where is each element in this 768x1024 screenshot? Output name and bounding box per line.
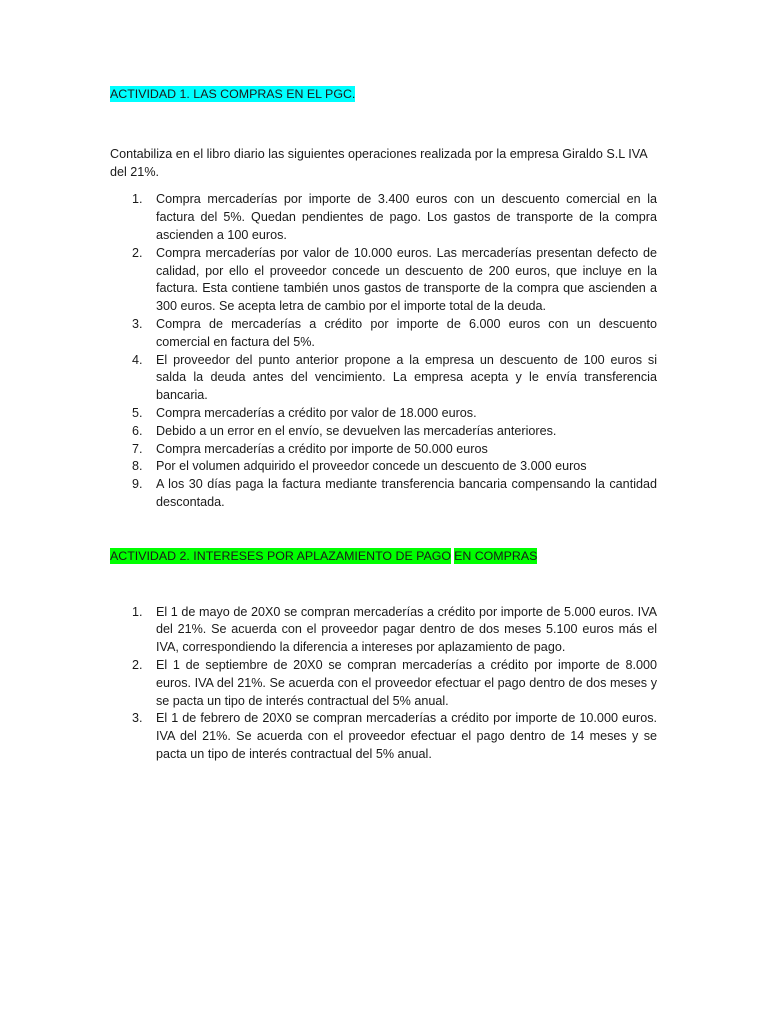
list-item-number: 5. xyxy=(132,405,143,420)
activity2-heading-suffix: EN COMPRAS xyxy=(454,548,538,563)
list-item-text: Debido a un error en el envío, se devuelven las mercaderías anteriores. xyxy=(156,423,557,438)
list-item-number: 8. xyxy=(132,459,143,474)
list-item xyxy=(110,710,657,763)
list-item-text: Compra mercaderías por importe de 3.400 euros con un descuento comercial en la factura del 5%. Quedan pendientes de pago. Los gastos de transporte de la compra ascienden a 100 euros. xyxy=(156,192,657,242)
activity2-heading: ACTIVIDAD 2. INTERESES POR APLAZAMIENTO DE PAGO xyxy=(110,548,452,563)
list-item xyxy=(110,458,657,476)
list-item xyxy=(110,245,657,316)
list-item-text: Por el volumen adquirido el proveedor concede un descuento de 3.000 euros xyxy=(156,459,587,474)
list-item xyxy=(110,352,657,405)
list-item-text: Compra mercaderías a crédito por importe de 50.000 euros xyxy=(156,441,488,456)
list-item xyxy=(110,476,657,512)
list-item xyxy=(110,441,657,459)
list-item xyxy=(110,657,657,710)
list-item-number: 2. xyxy=(132,657,143,672)
list-item xyxy=(110,191,657,244)
activity1-intro: Contabiliza en el libro diario las siguientes operaciones realizada por la empresa Giraldo S.L IVA del 21%. xyxy=(110,146,647,179)
activity1-heading: ACTIVIDAD 1. LAS COMPRAS EN EL PGC. xyxy=(110,87,356,101)
activity1-section xyxy=(110,86,657,512)
list-item-number: 4. xyxy=(132,352,143,367)
activity1-heading-line xyxy=(110,86,657,104)
activity1-list xyxy=(110,191,657,511)
list-item-text: El 1 de mayo de 20X0 se compran mercaderías a crédito por importe de 5.000 euros. IVA del 21%. Se acuerda con el proveedor pagar dentro de dos meses 5.100 euros más el IVA, correspondiendo la diferencia a intereses por aplazamiento de pago. xyxy=(156,604,657,655)
list-item-text: El proveedor del punto anterior propone a la empresa un descuento de 100 euros si salda la deuda antes del vencimiento. La empresa acepta y le envía transferencia bancaria. xyxy=(156,352,657,403)
list-item-text: Compra de mercaderías a crédito por importe de 6.000 euros con un descuento comercial en factura del 5%. xyxy=(156,316,657,349)
list-item-number: 3. xyxy=(132,316,143,331)
list-item-number: 2. xyxy=(132,245,143,260)
list-item-text: Compra mercaderías por valor de 10.000 euros. Las mercaderías presentan defecto de calidad, por ello el proveedor concede un descuento de 200 euros, que incluye en la factura. Esta contiene también unos gastos de transporte de la compra que ascienden a 300 euros. Se acepta letra de cambio por el importe total de la deuda. xyxy=(156,245,657,314)
activity2-list xyxy=(110,604,657,764)
list-item-number: 6. xyxy=(132,423,143,438)
list-item-number: 7. xyxy=(132,441,143,456)
activity2-heading-line xyxy=(110,548,657,566)
list-item-number: 3. xyxy=(132,711,143,726)
list-item-text: El 1 de septiembre de 20X0 se compran mercaderías a crédito por importe de 8.000 euros. IVA del 21%. Se acuerda con el proveedor efectuar el pago dentro de dos meses y se pacta un tipo de interés contractual del 5% anual. xyxy=(156,657,657,708)
list-item xyxy=(110,604,657,657)
list-item-text: Compra mercaderías a crédito por valor de 18.000 euros. xyxy=(156,405,477,420)
list-item-number: 1. xyxy=(132,604,143,619)
list-item-number: 9. xyxy=(132,477,143,492)
document-page xyxy=(110,86,657,764)
list-item xyxy=(110,423,657,441)
activity2-section xyxy=(110,548,657,764)
list-item xyxy=(110,316,657,352)
list-item-number: 1. xyxy=(132,192,143,207)
list-item-text: El 1 de febrero de 20X0 se compran mercaderías a crédito por importe de 10.000 euros. IVA del 21%. Se acuerda con el proveedor efectuar el pago dentro de 14 meses y se pacta un tipo de interés contractual del 5% anual. xyxy=(156,711,657,761)
list-item xyxy=(110,405,657,423)
list-item-text: A los 30 días paga la factura mediante transferencia bancaria compensando la cantidad descontada. xyxy=(156,477,657,509)
